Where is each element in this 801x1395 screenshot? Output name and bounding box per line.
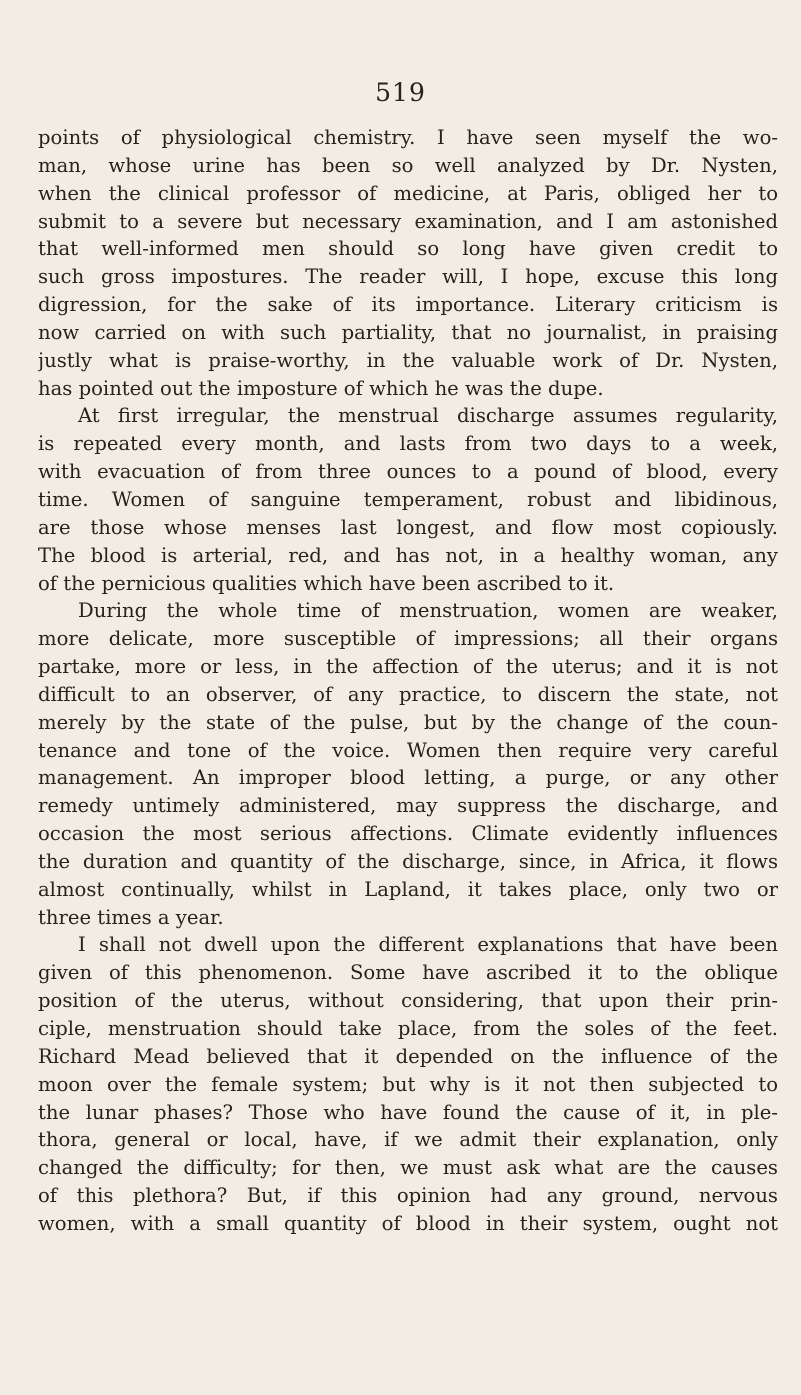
text-line: justly what is praise-worthy, in the valuable work of Dr. Nysten, <box>38 348 778 372</box>
text-line: are those whose menses last longest, and flow most copiously. <box>38 515 778 539</box>
text-line: occasion the most serious affections. Climate evidently influences <box>38 822 778 846</box>
text-line: three times a year. <box>38 905 224 929</box>
text-line: points of physiological chemistry. I have seen myself the wo- <box>38 126 778 149</box>
text-line: remedy untimely administered, may suppress the discharge, and <box>38 794 778 818</box>
body-text <box>38 124 778 1238</box>
text-line: merely by the state of the pulse, but by the change of the coun- <box>38 710 778 734</box>
text-line: women, with a small quantity of blood in their system, ought not <box>38 1211 778 1235</box>
text-line: more delicate, more susceptible of impressions; all their organs <box>38 627 778 651</box>
text-line: ciple, menstruation should take place, from the soles of the feet. <box>38 1017 778 1040</box>
text-line: thora, general or local, have, if we admit their explanation, only <box>38 1128 778 1152</box>
text-line: moon over the female system; but why is it not then subjected to <box>38 1072 778 1096</box>
text-line: when the clinical professor of medicine, at Paris, obliged her to <box>38 181 778 205</box>
text-line: of the pernicious qualities which have been ascribed to it. <box>38 571 615 595</box>
text-line: has pointed out the imposture of which he was the dupe. <box>38 376 604 400</box>
text-line: difficult to an observer, of any practice, to discern the state, not <box>38 682 778 706</box>
text-line: time. Women of sanguine temperament, robust and libidinous, <box>38 487 778 511</box>
text-line: man, whose urine has been so well analyzed by Dr. Nysten, <box>38 153 778 177</box>
text-line: is repeated every month, and lasts from two days to a week, <box>38 432 778 456</box>
text-line: the lunar phases? Those who have found the cause of it, in ple- <box>38 1100 778 1124</box>
text-line: At first irregular, the menstrual discharge assumes regularity, <box>78 404 778 428</box>
text-line: such gross impostures. The reader will, I hope, excuse this long <box>38 265 778 289</box>
text-line: I shall not dwell upon the different explanations that have been <box>78 933 778 957</box>
text-line: of this plethora? But, if this opinion had any ground, nervous <box>38 1184 778 1208</box>
text-line: position of the uterus, without considering, that upon their prin- <box>38 989 778 1013</box>
text-line: almost continually, whilst in Lapland, it takes place, only two or <box>38 877 778 901</box>
text-line: digression, for the sake of its importance. Literary criticism is <box>38 293 778 317</box>
text-line: with evacuation of from three ounces to a pound of blood, every <box>38 460 778 484</box>
text-line: submit to a severe but necessary examination, and I am astonished <box>38 209 778 233</box>
text-line: The blood is arterial, red, and has not, in a healthy woman, any <box>38 543 778 567</box>
text-line: tenance and tone of the voice. Women then require very careful <box>38 738 778 762</box>
text-line: Richard Mead believed that it depended on the influence of the <box>38 1044 778 1068</box>
text-line: that well-informed men should so long have given credit to <box>38 237 778 261</box>
text-line: now carried on with such partiality, that no journalist, in praising <box>38 320 778 344</box>
text-line: partake, more or less, in the affection of the uterus; and it is not <box>38 655 778 679</box>
text-line: the duration and quantity of the discharge, since, in Africa, it flows <box>38 849 778 873</box>
text-line: changed the difficulty; for then, we must ask what are the causes <box>38 1156 778 1180</box>
text-line: management. An improper blood letting, a purge, or any other <box>38 766 778 790</box>
text-line: given of this phenomenon. Some have ascribed it to the oblique <box>38 961 778 985</box>
page-number: 519 <box>375 78 426 107</box>
text-line: During the whole time of menstruation, women are weaker, <box>78 599 778 623</box>
